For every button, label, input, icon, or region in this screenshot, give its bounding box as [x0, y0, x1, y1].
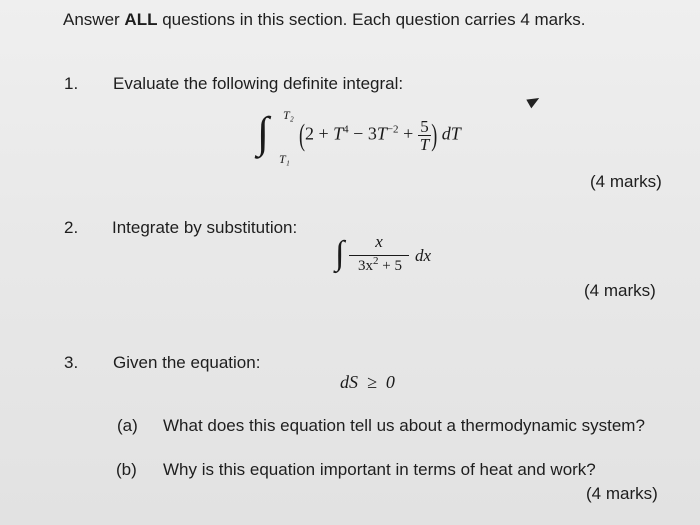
- cursor-arrow-icon: [526, 94, 541, 109]
- upper-limit: T₂: [283, 108, 294, 122]
- lower-limit: T₁: [279, 152, 290, 166]
- question-2-prompt: Integrate by substitution:: [112, 218, 298, 237]
- differential-dx: dx: [415, 246, 432, 265]
- part-b-label: (b): [116, 460, 137, 479]
- instructions-suffix: questions in this section. Each question carries 4 marks.: [157, 10, 586, 29]
- question-2-number: 2.: [64, 218, 79, 237]
- question-3-prompt: Given the equation:: [113, 353, 261, 372]
- fraction-numerator: x: [375, 232, 383, 251]
- part-b-text: Why is this equation important in terms of heat and work?: [163, 460, 596, 479]
- section-instructions: [63, 10, 586, 30]
- question-2-marks: (4 marks): [584, 281, 656, 300]
- instructions-prefix: Answer: [63, 10, 125, 29]
- integral-sign-2: ∫: [335, 235, 345, 272]
- question-1-prompt: Evaluate the following definite integral:: [113, 74, 404, 93]
- part-a-label: (a): [117, 416, 138, 435]
- question-3-equation: dS ≥ 0: [340, 372, 395, 392]
- question-3-marks: (4 marks): [586, 484, 658, 503]
- integral-sign: ∫: [257, 108, 270, 157]
- question-3-number: 3.: [64, 353, 79, 372]
- instructions-emphasis: ALL: [124, 10, 158, 29]
- question-1-number: 1.: [64, 74, 79, 93]
- question-2-integral: [335, 230, 455, 282]
- question-1-integral: [257, 108, 517, 174]
- question-1-marks: (4 marks): [590, 172, 662, 191]
- fraction-bar: [349, 255, 409, 256]
- five-over-t: $\frac{5}{T}$: [419, 117, 430, 154]
- part-a-text: What does this equation tell us about a thermodynamic system?: [163, 416, 645, 435]
- integrand: ($2 + T^4 - 3T^{-2}$ + $\frac{5}{T}$ ) dT: [299, 117, 461, 154]
- fraction-denominator: $3x^2 + 5$: [358, 255, 402, 274]
